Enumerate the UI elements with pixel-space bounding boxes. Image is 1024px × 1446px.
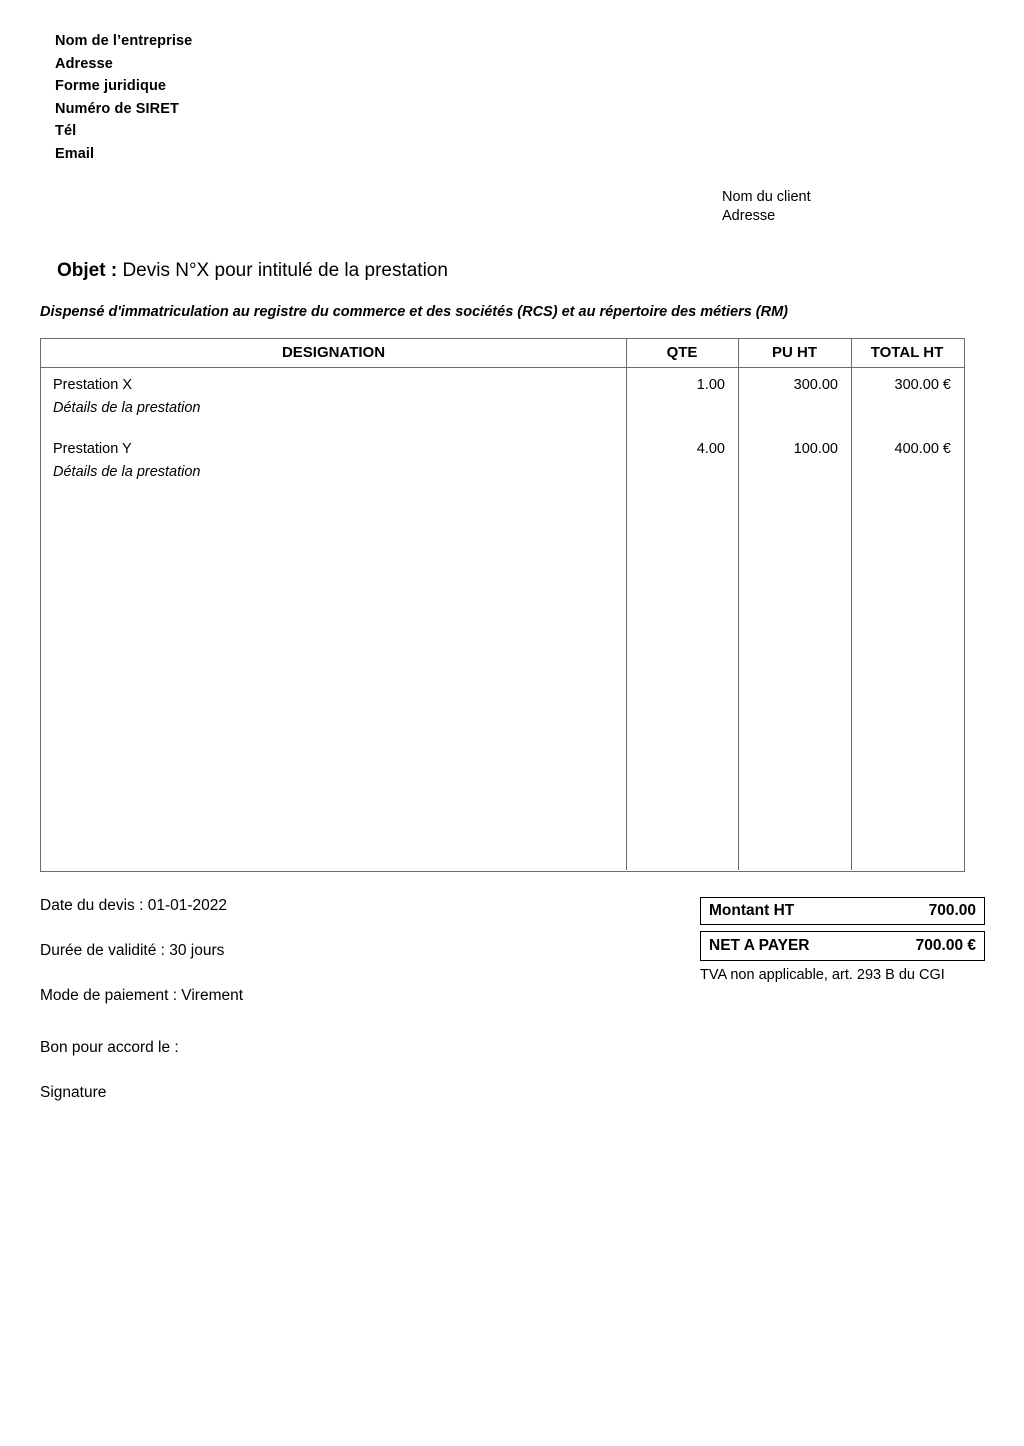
cell-total-ht: 400.00 € <box>894 441 951 457</box>
table-header-row <box>41 339 964 368</box>
net-a-payer-value: 700.00 € <box>915 937 976 954</box>
client-name: Nom du client <box>722 189 811 205</box>
cell-total-ht: 300.00 € <box>894 377 951 393</box>
company-siret: Numéro de SIRET <box>55 100 179 117</box>
item-title: Prestation Y <box>53 441 132 457</box>
cell-qte: 1.00 <box>696 377 725 393</box>
company-name: Nom de l’entreprise <box>55 33 193 49</box>
company-email: Email <box>55 145 95 162</box>
item-detail: Détails de la prestation <box>53 400 201 416</box>
cell-designation <box>53 374 613 420</box>
quote-date: Date du devis : 01-01-2022 <box>40 897 227 914</box>
subject-line <box>57 259 448 283</box>
column-header-designation: DESIGNATION <box>281 344 386 361</box>
item-detail: Détails de la prestation <box>53 464 201 480</box>
company-legal-form: Forme juridique <box>55 78 167 94</box>
line-items-table <box>40 338 965 872</box>
agreement-label: Bon pour accord le : <box>40 1039 179 1056</box>
client-info-block <box>722 188 811 225</box>
totals-block <box>700 897 985 985</box>
table-body <box>41 368 964 870</box>
company-phone: Tél <box>55 123 77 139</box>
montant-ht-box <box>700 897 985 925</box>
table-row <box>41 368 964 434</box>
item-title: Prestation X <box>53 377 132 393</box>
client-address: Adresse <box>722 207 776 224</box>
cell-pu-ht: 100.00 <box>793 441 838 457</box>
cell-qte: 4.00 <box>696 441 725 457</box>
signature-label: Signature <box>40 1084 107 1101</box>
quote-validity: Durée de validité : 30 jours <box>40 942 225 959</box>
column-header-qte: QTE <box>666 344 698 361</box>
cell-designation <box>53 438 613 484</box>
net-a-payer-label: NET A PAYER <box>709 937 810 954</box>
subject-text: Devis N°X pour intitulé de la prestation <box>117 260 448 281</box>
tva-note: TVA non applicable, art. 293 B du CGI <box>700 967 945 983</box>
company-info-block <box>55 30 192 165</box>
column-header-pu-ht: PU HT <box>772 344 817 361</box>
subject-label: Objet : <box>57 260 118 281</box>
montant-ht-value: 700.00 <box>928 902 976 919</box>
net-a-payer-box <box>700 931 985 961</box>
column-header-total-ht: TOTAL HT <box>870 344 944 361</box>
montant-ht-label: Montant HT <box>709 902 795 919</box>
company-address: Adresse <box>55 55 113 72</box>
signature-block <box>40 1038 179 1128</box>
cell-pu-ht: 300.00 <box>793 377 838 393</box>
quote-terms-block <box>40 896 243 1031</box>
table-row <box>41 432 964 498</box>
quote-payment: Mode de paiement : Virement <box>40 987 244 1004</box>
legal-mention: Dispensé d'immatriculation au registre du commerce et des sociétés (RCS) et au répertoire des métiers (RM) <box>40 304 789 320</box>
